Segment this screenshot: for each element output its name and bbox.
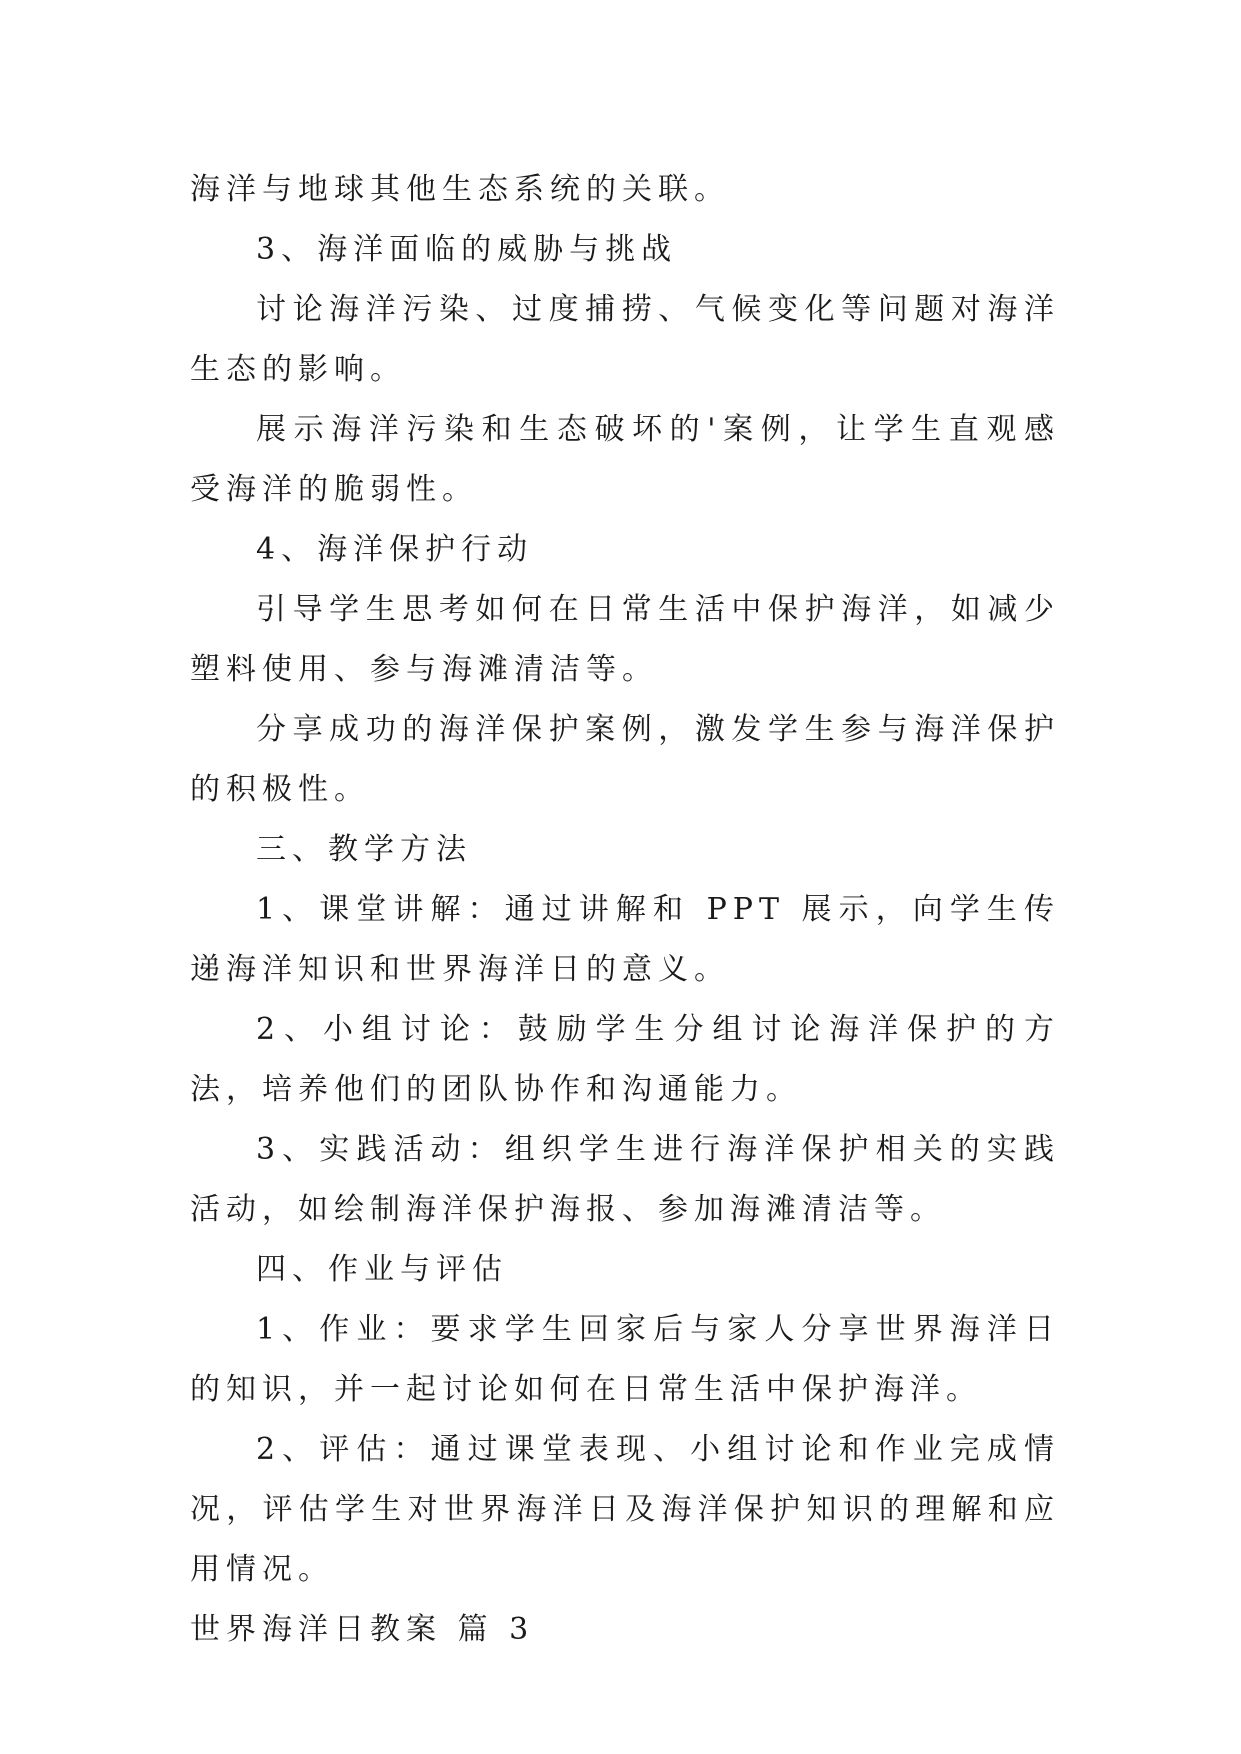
- section-heading-threats: 3、海洋面临的威胁与挑战: [256, 232, 678, 267]
- paragraph-discuss-threats: 讨论海洋污染、过度捕捞、气候变化等问题对海洋生态的影响。: [190, 292, 1060, 387]
- paragraph-continuation: 海洋与地球其他生态系统的关联。: [190, 172, 730, 207]
- paragraph-method-practice: 3、实践活动：组织学生进行海洋保护相关的实践活动，如绘制海洋保护海报、参加海滩清洁等。: [190, 1132, 1060, 1227]
- paragraph-share-cases: 分享成功的海洋保护案例，激发学生参与海洋保护的积极性。: [190, 712, 1060, 807]
- section-heading-homework: 四、作业与评估: [256, 1252, 508, 1287]
- paragraph-guide-students: 引导学生思考如何在日常生活中保护海洋，如减少塑料使用、参与海滩清洁等。: [190, 592, 1060, 687]
- paragraph-method-lecture: 1、课堂讲解：通过讲解和 PPT 展示，向学生传递海洋知识和世界海洋日的意义。: [190, 892, 1060, 987]
- paragraph-homework: 1、作业：要求学生回家后与家人分享世界海洋日的知识，并一起讨论如何在日常生活中保护海洋。: [190, 1312, 1060, 1407]
- document-body: [190, 160, 1060, 1660]
- paragraph-method-group: 2、小组讨论：鼓励学生分组讨论海洋保护的方法，培养他们的团队协作和沟通能力。: [190, 1012, 1060, 1107]
- paragraph-show-cases: 展示海洋污染和生态破坏的'案例，让学生直观感受海洋的脆弱性。: [190, 412, 1060, 507]
- paragraph-assessment: 2、评估：通过课堂表现、小组讨论和作业完成情况，评估学生对世界海洋日及海洋保护知识的理解和应用情况。: [190, 1432, 1060, 1587]
- section-heading-methods: 三、教学方法: [256, 832, 472, 867]
- document-title-next: 世界海洋日教案 篇 3: [190, 1612, 535, 1647]
- section-heading-protection: 4、海洋保护行动: [256, 532, 534, 567]
